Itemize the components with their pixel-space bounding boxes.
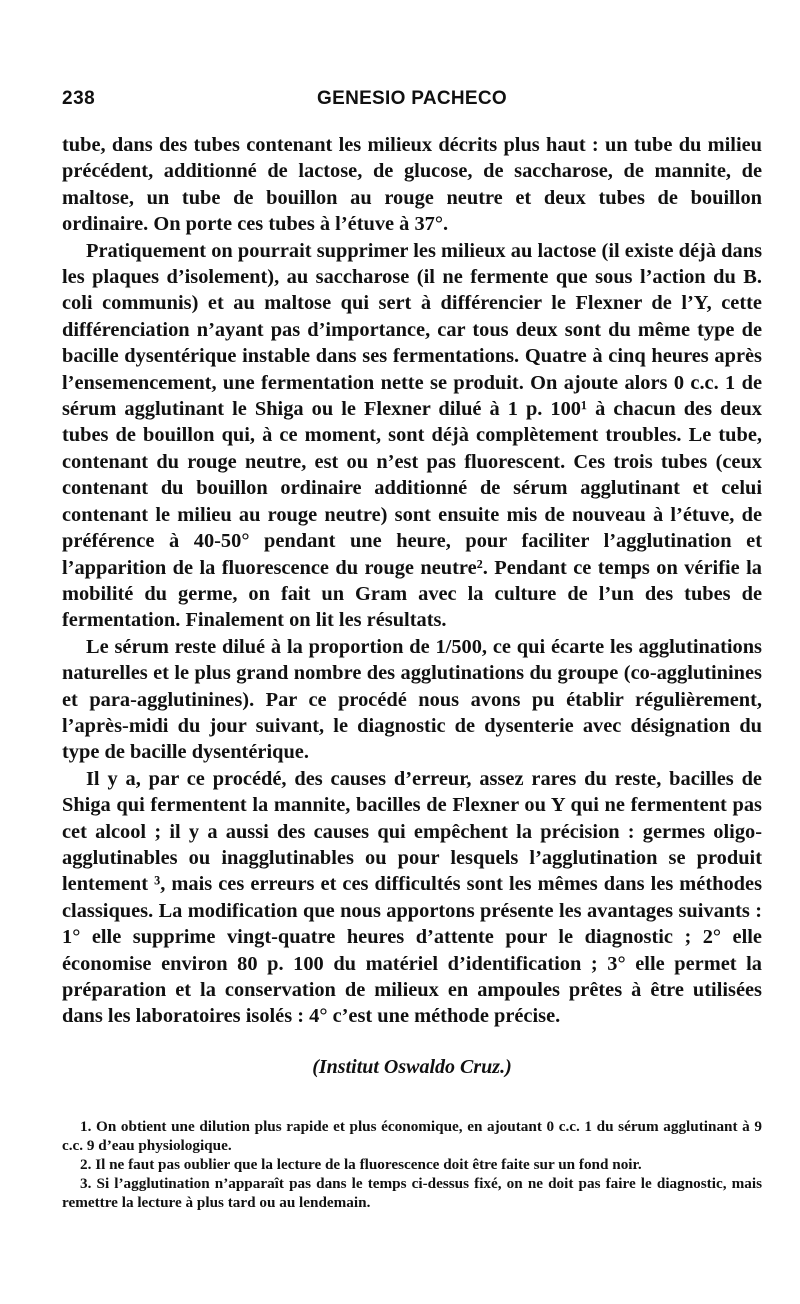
running-head: GENESIO PACHECO: [317, 88, 507, 109]
footnotes: [62, 1117, 762, 1212]
footnote: 3. Si l’agglutination n’apparaît pas dans le temps ci-dessus fixé, on ne doit pas faire le diagnostic, mais remettre la lecture à plus tard ou au lendemain.: [62, 1174, 762, 1211]
footnote: 1. On obtient une dilution plus rapide et plus économique, en ajoutant 0 c.c. 1 du sérum agglutinant à 9 c.c. 9 d’eau physiologique.: [62, 1117, 762, 1154]
page-header: [62, 88, 762, 118]
institution-signature: (Institut Oswaldo Cruz.): [312, 1055, 512, 1078]
document-page: [62, 88, 762, 1212]
paragraph: Le sérum reste dilué à la proportion de 1/500, ce qui écarte les agglutinations naturelles et le plus grand nombre des agglutinations du groupe (co-agglutinines et para-agglutinines). Par ce procédé nous avons pu établir régulièrement, l’après-midi du jour suivant, le diagnostic de dysenterie avec désignation du type de bacille dysentérique.: [62, 635, 762, 764]
body-text: [62, 132, 762, 1030]
paragraph: tube, dans des tubes contenant les milieux décrits plus haut : un tube du milieu précédent, additionné de lactose, de glucose, de saccharose, de mannite, de maltose, un tube de bouillon au rouge neutre et deux tubes de bouillon ordinaire. On porte ces tubes à l’étuve à 37°.: [62, 134, 762, 236]
page-number: 238: [62, 88, 96, 109]
footnote: 2. Il ne faut pas oublier que la lecture de la fluorescence doit être faite sur un fond noir.: [80, 1155, 642, 1173]
paragraph: Pratiquement on pourrait supprimer les milieux au lactose (il existe déjà dans les plaques d’isolement), au saccharose (il ne fermente que sous l’action du B. coli communis) et au maltose qui sert à différencier le Flexner de l’Y, cette différenciation n’ayant pas d’importance, car tous deux sont du même type de bacille dysentérique instable dans ses fermentations. Quatre à cinq heures après l’ensemencement, une fermentation nette se produit. On ajoute alors 0 c.c. 1 de sérum agglutinant le Shiga ou le Flexner dilué à 1 p. 100¹ à chacun des deux tubes de bouillon qui, à ce moment, sont déjà complètement troubles. Le tube, contenant du rouge neutre, est ou n’est pas fluorescent. Ces trois tubes (ceux contenant du bouillon ordinaire additionné de sérum agglutinant et celui contenant le milieu au rouge neutre) sont ensuite mis de nouveau à l’étuve, de préférence à 40-50° pendant une heure, pour faciliter l’agglutination et l’apparition de la fluorescence du rouge neutre². Pendant ce temps on vérifie la mobilité du germe, on fait un Gram avec la culture de l’un des tubes de fermentation. Finalement on lit les résultats.: [62, 239, 762, 632]
paragraph: Il y a, par ce procédé, des causes d’erreur, assez rares du reste, bacilles de Shiga qui fermentent la mannite, bacilles de Flexner ou Y qui ne fermentent pas cet alcool ; il y a aussi des causes qui empêchent la précision : germes oligo-agglutinables ou inagglutinables ou pour lesquels l’agglutination se produit lentement ³, mais ces erreurs et ces difficultés sont les mêmes dans les méthodes classiques. La modification que nous apportons présente les avantages suivants : 1° elle supprime vingt-quatre heures d’attente pour le diagnostic ; 2° elle économise environ 80 p. 100 du matériel d’identification ; 3° elle permet la préparation et la conservation de milieux en ampoules prêtes à être utilisées dans les laboratoires isolés : 4° c’est une méthode précise.: [62, 767, 762, 1028]
